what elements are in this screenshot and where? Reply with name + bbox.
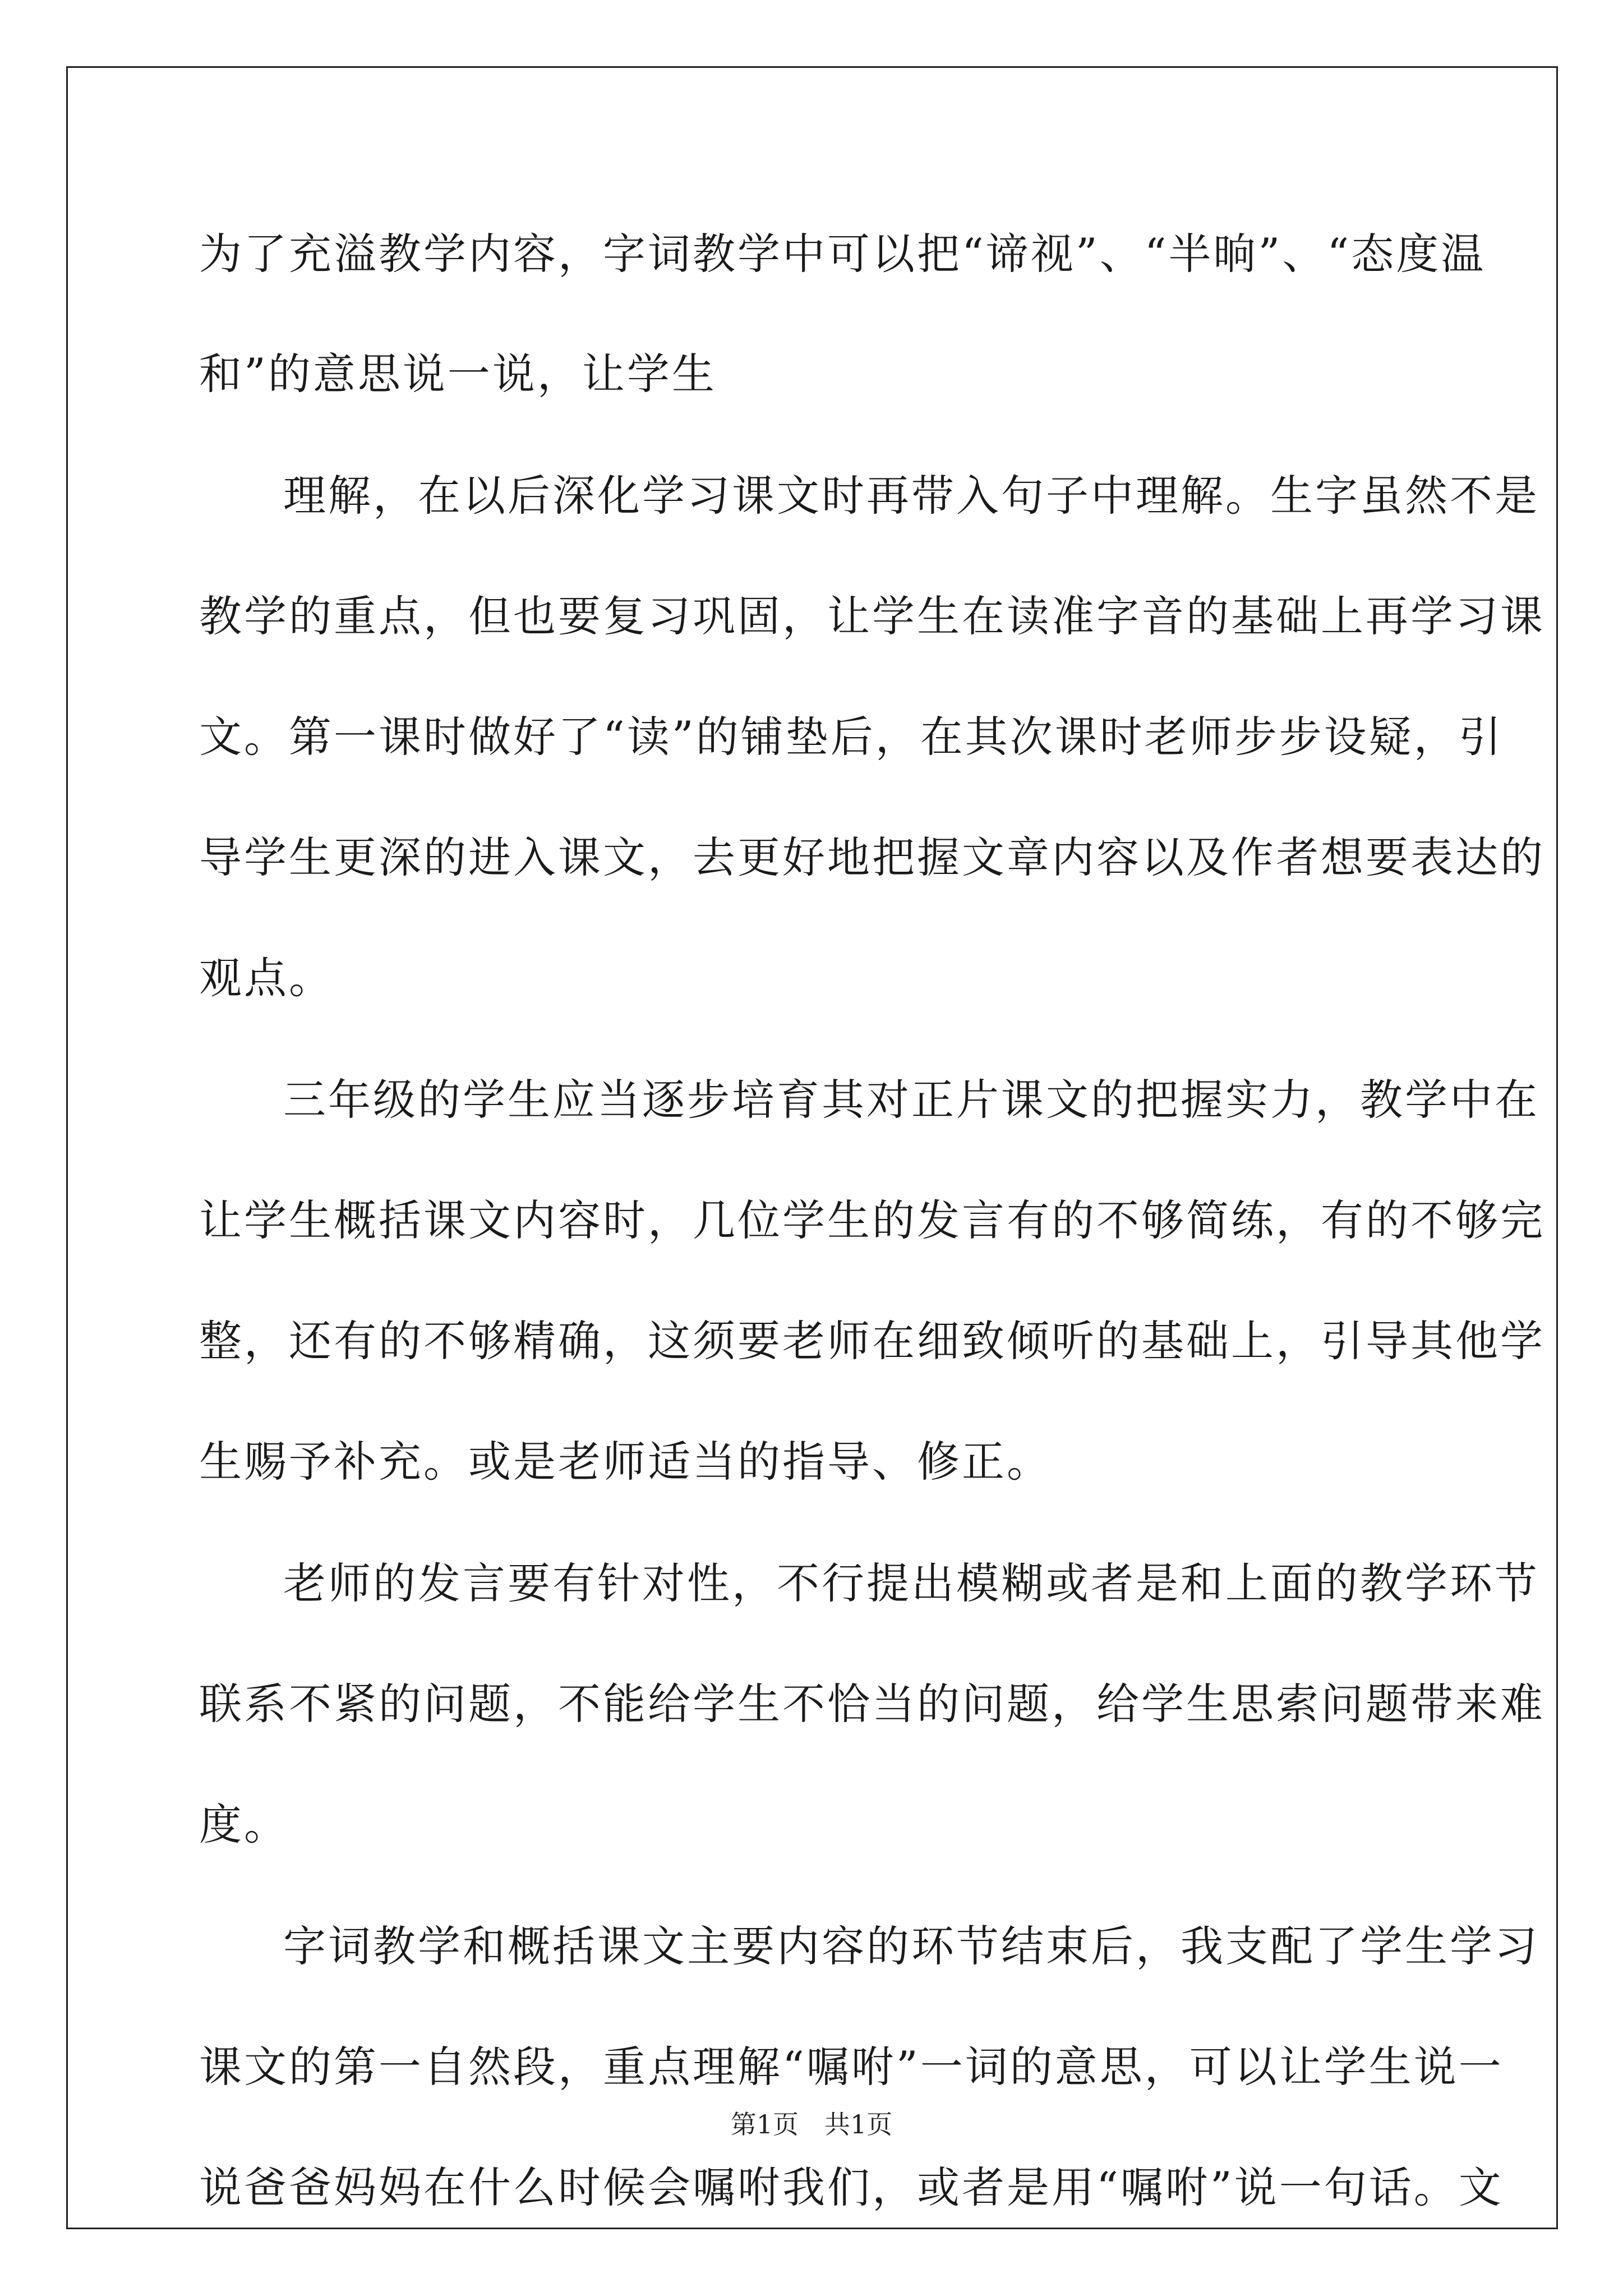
text-line: 让学生概括课文内容时，几位学生的发言有的不够简练，有的不够完 — [199, 1195, 1545, 1245]
text-line: 教学的重点，但也要复习巩固，让学生在读准字音的基础上再学习课 — [199, 591, 1545, 641]
text-line: 为了充溢教学内容，字词教学中可以把“谛视”、“半晌”、“态度温 — [199, 229, 1486, 279]
text-line: 观点。 — [199, 953, 334, 1003]
text-line: 课文的第一自然段，重点理解“嘱咐”一词的意思，可以让学生说一 — [199, 2042, 1504, 2092]
text-line: 度。 — [199, 1800, 289, 1849]
paragraph-start-line: 理解，在以后深化学习课文时再带入句子中理解。生字虽然不是 — [283, 471, 1539, 521]
text-line: 整，还有的不够精确，这须要老师在细致倾听的基础上，引导其他学 — [199, 1316, 1545, 1366]
text-line: 联系不紧的问题，不能给学生不恰当的问题，给学生思索问题带来难 — [199, 1679, 1545, 1729]
paragraph-start-line: 字词教学和概括课文主要内容的环节结束后，我支配了学生学习 — [283, 1921, 1539, 1971]
paragraph-start-line: 老师的发言要有针对性，不行提出模糊或者是和上面的教学环节 — [283, 1558, 1539, 1608]
page-footer: 第1页 共1页 — [730, 2109, 893, 2139]
text-line: 和”的意思说一说，让学生 — [199, 349, 717, 399]
paragraph-start-line: 三年级的学生应当逐步培育其对正片课文的把握实力，教学中在 — [283, 1075, 1539, 1125]
text-line: 文。第一课时做好了“读”的铺垫后，在其次课时老师步步设疑，引 — [199, 712, 1504, 762]
text-line: 导学生更深的进入课文，去更好地把握文章内容以及作者想要表达的 — [199, 832, 1545, 882]
text-line: 说爸爸妈妈在什么时候会嘱咐我们，或者是用“嘱咐”说一句话。文 — [199, 2162, 1504, 2212]
text-line: 生赐予补充。或是老师适当的指导、修正。 — [199, 1437, 1052, 1487]
